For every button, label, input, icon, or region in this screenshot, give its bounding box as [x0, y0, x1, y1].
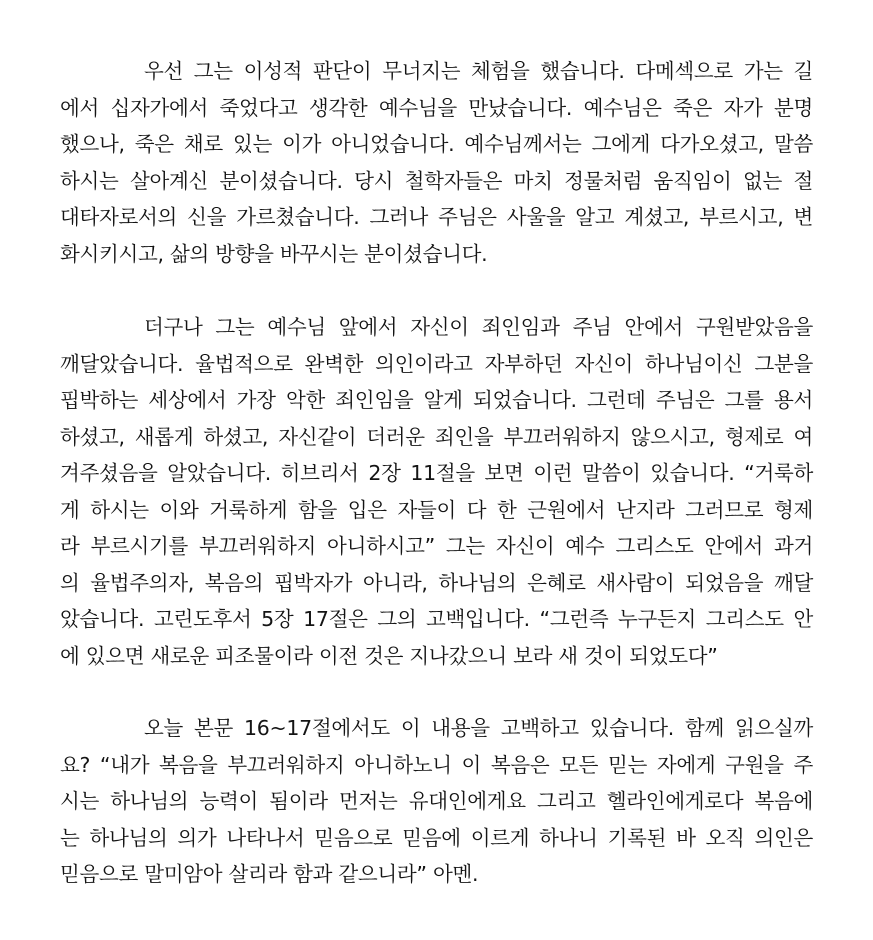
- text-line: 깨달았습니다. 율법적으로 완벽한 의인이라고 자부하던 자신이 하나님이신 그분을: [60, 351, 813, 376]
- text-line: 게 하시는 이와 거룩하게 함을 입은 자들이 다 한 근원에서 난지라 그러므로 형제: [60, 497, 813, 522]
- text-line: 는 하나님의 의가 나타나서 믿음으로 믿음에 이르게 하나니 기록된 바 오직 의인은: [60, 825, 813, 850]
- text-line: 에 있으면 새로운 피조물이라 이전 것은 지나갔으니 보라 새 것이 되었도다”: [60, 643, 718, 668]
- paragraph-todays-text: [60, 710, 813, 893]
- text-line: 믿음으로 말미암아 살리라 함과 같으니라” 아멘.: [60, 862, 479, 886]
- text-line: 았습니다. 고린도후서 5장 17절은 그의 고백입니다. “그런즉 누구든지 그리스도 안: [60, 607, 813, 631]
- paragraph-sinner-and-salvation: [60, 309, 813, 674]
- text-line: 오늘 본문 16~17절에서도 이 내용을 고백하고 있습니다. 함께 읽으실까: [144, 716, 813, 740]
- text-line: 의 율법주의자, 복음의 핍박자가 아니라, 하나님의 은혜로 새사람이 되었음을 깨달: [60, 570, 813, 595]
- text-line: 더구나 그는 예수님 앞에서 자신이 죄인임과 주님 안에서 구원받았음을: [144, 315, 813, 339]
- text-line: 우선 그는 이성적 판단이 무너지는 체험을 했습니다. 다메섹으로 가는 길: [144, 59, 813, 83]
- text-line: 겨주셨음을 알았습니다. 히브리서 2장 11절을 보면 이런 말씀이 있습니다. “거룩하: [60, 461, 813, 485]
- text-line: 요? “내가 복음을 부끄러워하지 아니하노니 이 복음은 모든 믿는 자에게 구원을 주: [60, 752, 813, 777]
- text-line: 하시는 살아계신 분이셨습니다. 당시 철학자들은 마치 정물처럼 움직임이 없는 절: [60, 168, 813, 193]
- text-line: 시는 하나님의 능력이 됨이라 먼저는 유대인에게요 그리고 헬라인에게로다 복음에: [60, 789, 813, 813]
- text-line: 라 부르시기를 부끄러워하지 아니하시고” 그는 자신이 예수 그리스도 안에서 과거: [60, 534, 813, 558]
- text-line: 에서 십자가에서 죽었다고 생각한 예수님을 만났습니다. 예수님은 죽은 자가 분명: [60, 95, 813, 120]
- text-line: 대타자로서의 신을 가르쳤습니다. 그러나 주님은 사울을 알고 계셨고, 부르시고, 변: [60, 205, 813, 229]
- text-line: 핍박하는 세상에서 가장 악한 죄인임을 알게 되었습니다. 그런데 주님은 그를 용서: [60, 388, 813, 412]
- paragraph-conversion-experience: [60, 53, 813, 272]
- text-line: 하셨고, 새롭게 하셨고, 자신같이 더러운 죄인을 부끄러워하지 않으시고, 형제로 여: [60, 424, 813, 449]
- text-line: 화시키시고, 삶의 방향을 바꾸시는 분이셨습니다.: [60, 241, 488, 266]
- text-line: 했으나, 죽은 채로 있는 이가 아니었습니다. 예수님께서는 그에게 다가오셨고, 말씀: [60, 132, 813, 156]
